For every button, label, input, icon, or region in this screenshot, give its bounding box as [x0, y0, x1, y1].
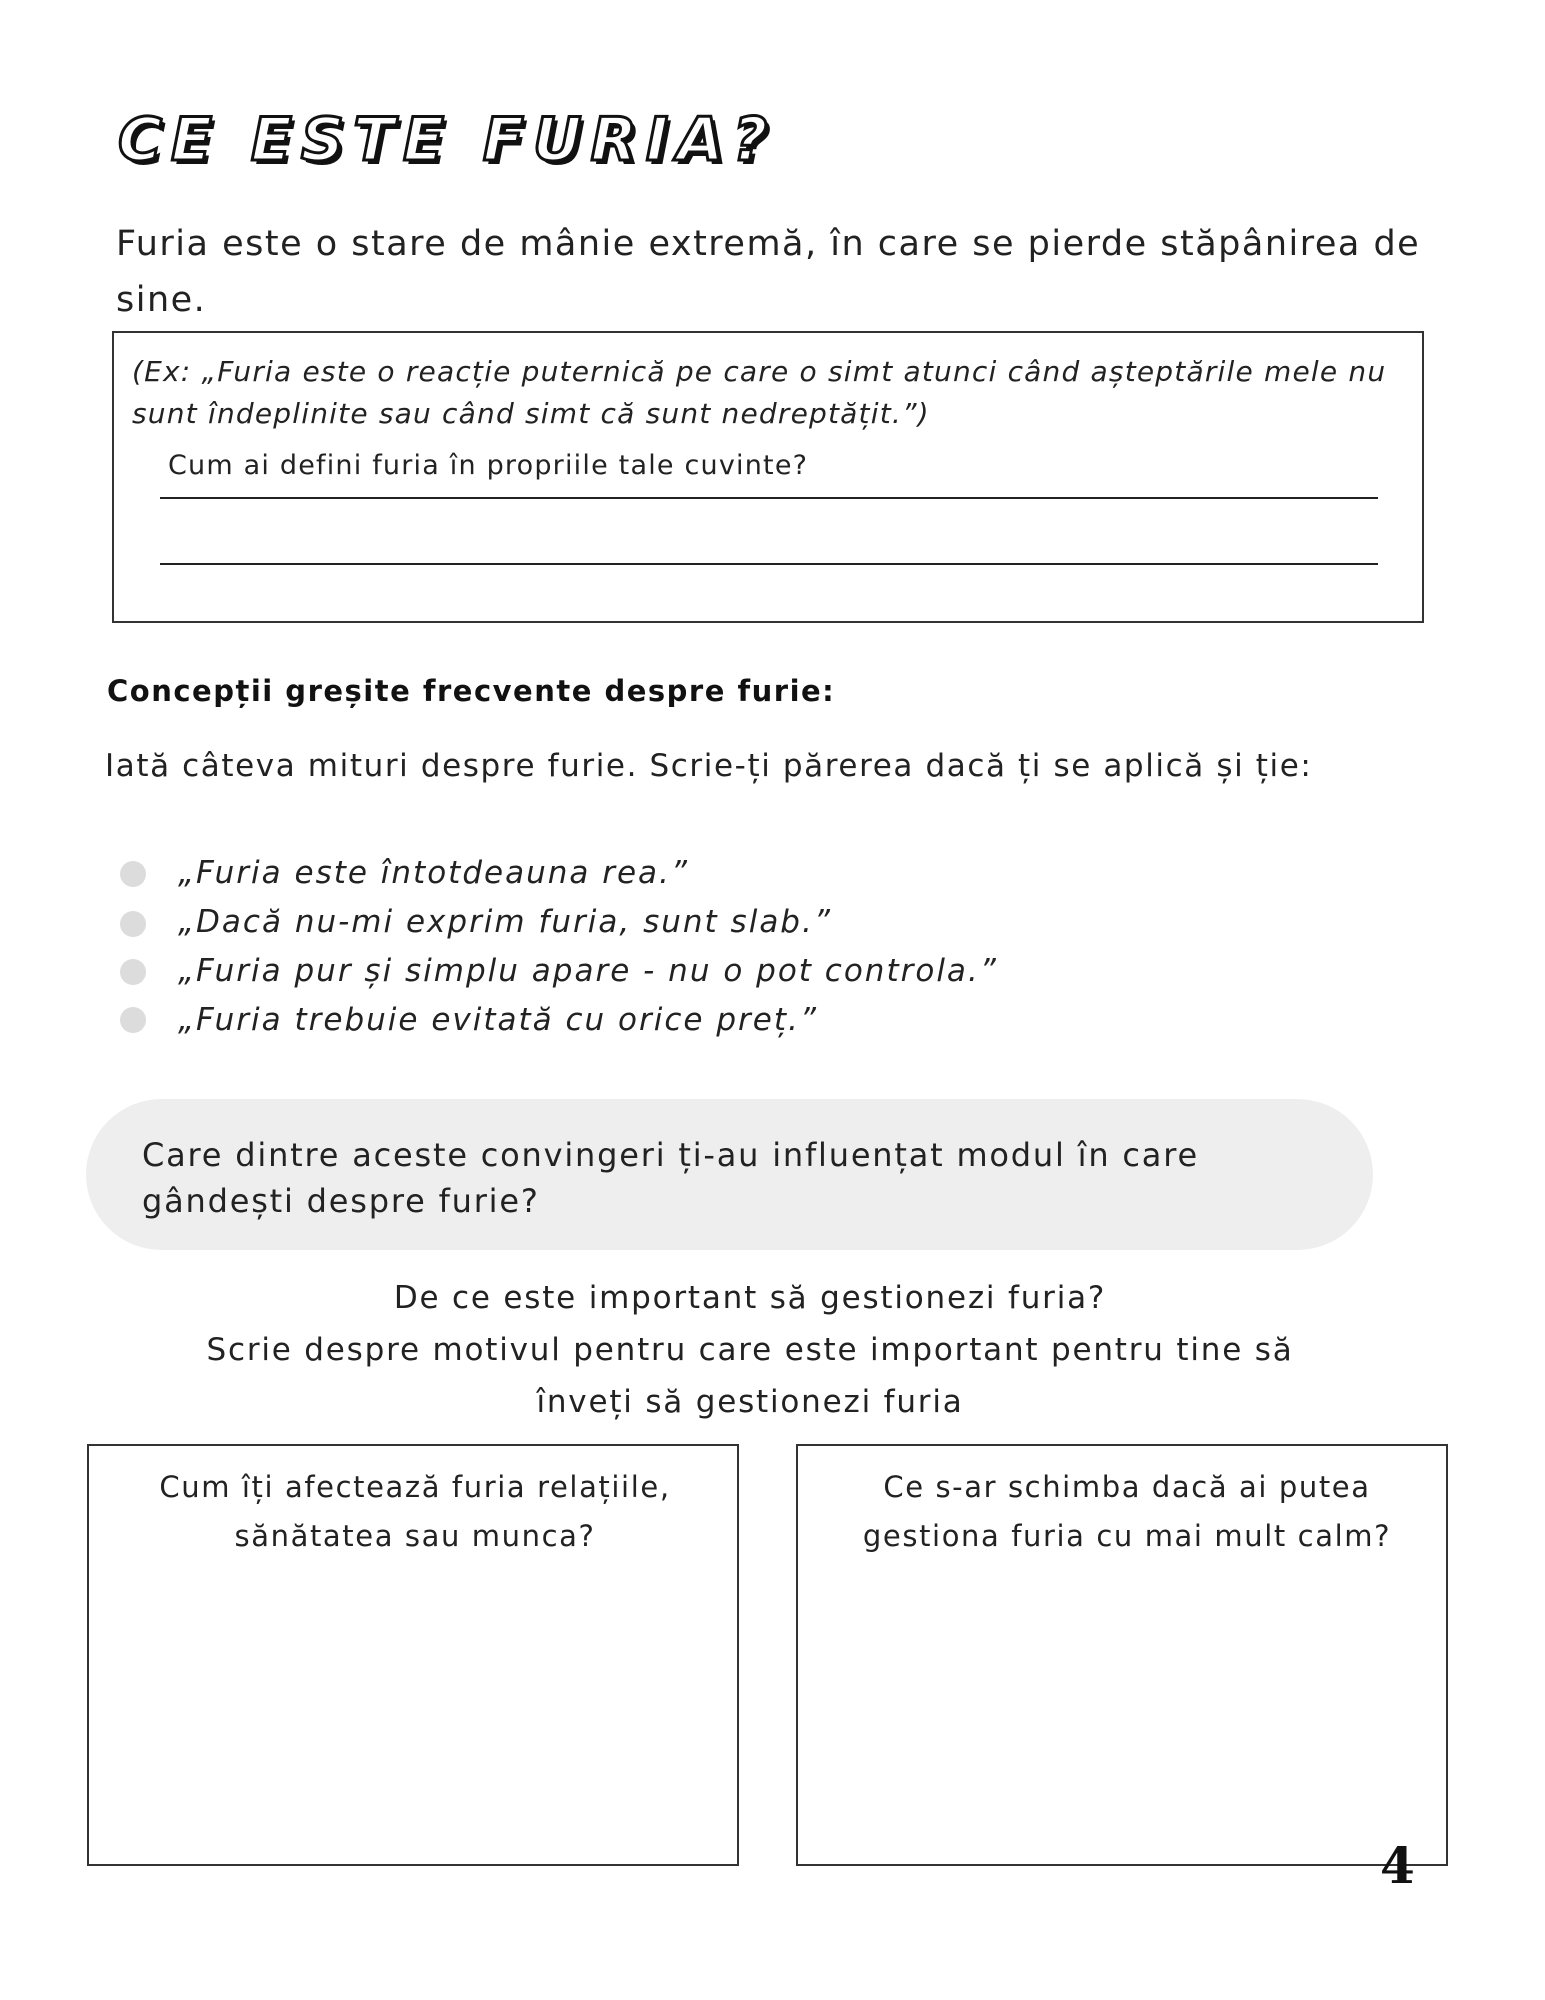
importance-section	[100, 1272, 1400, 1428]
myths-intro: Iată câteva mituri despre furie. Scrie-ți părerea dacă ți se aplică și ție:	[105, 748, 1313, 784]
bullet-dot-icon	[120, 1007, 146, 1033]
reflection-question: Care dintre aceste convingeri ți-au influențat modul în care gândești despre furie?	[142, 1136, 1199, 1220]
myth-text: „Furia este întotdeauna rea.”	[178, 855, 689, 891]
box-question-right: Ce s-ar schimba dacă ai putea gestiona furia cu mai mult calm?	[862, 1470, 1392, 1553]
bullet-dot-icon	[120, 861, 146, 887]
myth-text: „Furia pur și simplu apare - nu o pot controla.”	[178, 953, 998, 989]
page-number: 4	[1380, 1836, 1415, 1895]
page-title: CE ESTE FURIA?	[118, 105, 777, 175]
intro-definition: Furia este o stare de mânie extremă, în care se pierde stăpânirea de sine.	[116, 224, 1421, 320]
answer-line-2[interactable]	[160, 563, 1378, 565]
importance-prompt: Scrie despre motivul pentru care este important pentru tine să înveți să gestionezi furia	[206, 1332, 1294, 1420]
myths-heading: Concepții greșite frecvente despre furie:	[107, 674, 836, 708]
bullet-dot-icon	[120, 959, 146, 985]
myth-text: „Dacă nu-mi exprim furia, sunt slab.”	[178, 904, 832, 940]
example-text: (Ex: „Furia este o reacție puternică pe care o simt atunci când așteptările mele nu sunt îndeplinite sau când simt că sunt nedreptățit.”)	[132, 355, 1387, 430]
myth-text: „Furia trebuie evitată cu orice preț.”	[178, 1002, 818, 1038]
bullet-dot-icon	[120, 911, 146, 937]
box-question-left: Cum îți afectează furia relațiile, sănătatea sau munca?	[159, 1470, 671, 1553]
importance-question: De ce este important să gestionezi furia?	[393, 1280, 1107, 1316]
define-question: Cum ai defini furia în propriile tale cuvinte?	[168, 450, 809, 481]
answer-line-1[interactable]	[160, 497, 1378, 499]
